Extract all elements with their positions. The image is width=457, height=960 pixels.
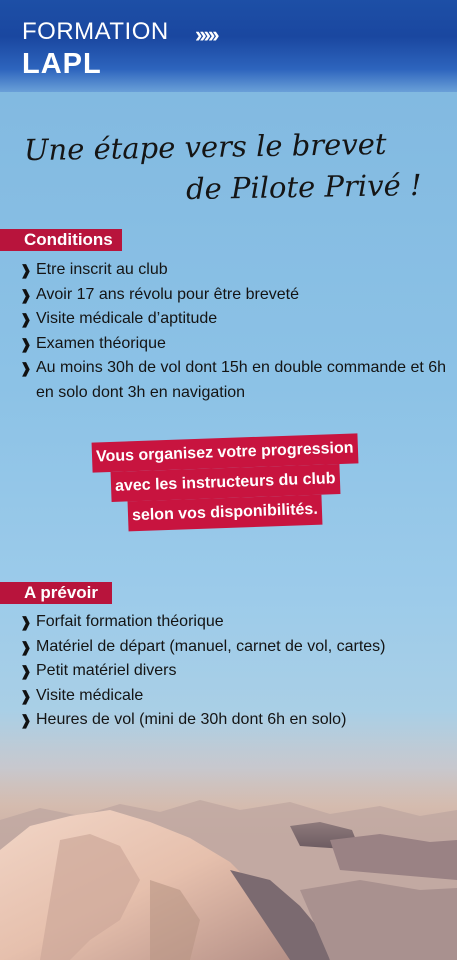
- header-band: [0, 0, 457, 92]
- header-arrows-icon: ›››››: [195, 22, 217, 47]
- list-item: ❱ Matériel de départ (manuel, carnet de vol, cartes): [20, 635, 450, 660]
- bullet-icon: ❱: [20, 712, 32, 728]
- list-item: ❱ Petit matériel divers: [20, 659, 450, 684]
- callout-line-3: selon vos disponibilités.: [128, 495, 323, 532]
- conditions-list: [20, 258, 450, 405]
- section-label-prevoir: A prévoir: [0, 582, 112, 604]
- bullet-icon: ❱: [20, 663, 32, 679]
- header-title-formation: FORMATION: [22, 18, 169, 45]
- section-label-conditions: Conditions: [0, 229, 122, 251]
- bullet-icon: ❱: [20, 614, 32, 630]
- bullet-icon: ❱: [20, 687, 32, 704]
- list-item: ❱ Au moins 30h de vol dont 15h en double commande et 6h en solo dont 3h en navigation: [20, 356, 450, 405]
- list-item: ❱ Heures de vol (mini de 30h dont 6h en solo): [20, 708, 450, 733]
- tagline-line-2: de Pilote Privé !: [185, 167, 422, 207]
- bullet-icon: ❱: [20, 262, 32, 278]
- prevoir-list: [20, 610, 450, 733]
- mountain-landscape-image: [0, 730, 457, 960]
- tagline-line-1: Une étape vers le brevet: [23, 126, 387, 168]
- bullet-icon: ❱: [20, 360, 32, 376]
- callout-line-1: Vous organisez votre progression: [92, 433, 358, 472]
- progression-callout: [65, 438, 385, 528]
- bullet-icon: ❱: [20, 335, 32, 352]
- bullet-icon: ❱: [20, 311, 32, 327]
- list-item: ❱ Visite médicale d’aptitude: [20, 307, 450, 332]
- list-item: ❱ Avoir 17 ans révolu pour être breveté: [20, 283, 450, 308]
- list-item: ❱ Examen théorique: [20, 332, 450, 357]
- header-title-lapl: LAPL: [22, 48, 102, 80]
- list-item: ❱ Forfait formation théorique: [20, 610, 450, 635]
- bullet-icon: ❱: [20, 286, 32, 303]
- callout-line-2: avec les instructeurs du club: [110, 464, 339, 502]
- list-item: ❱ Visite médicale: [20, 684, 450, 709]
- list-item: ❱ Etre inscrit au club: [20, 258, 450, 283]
- bullet-icon: ❱: [20, 638, 32, 655]
